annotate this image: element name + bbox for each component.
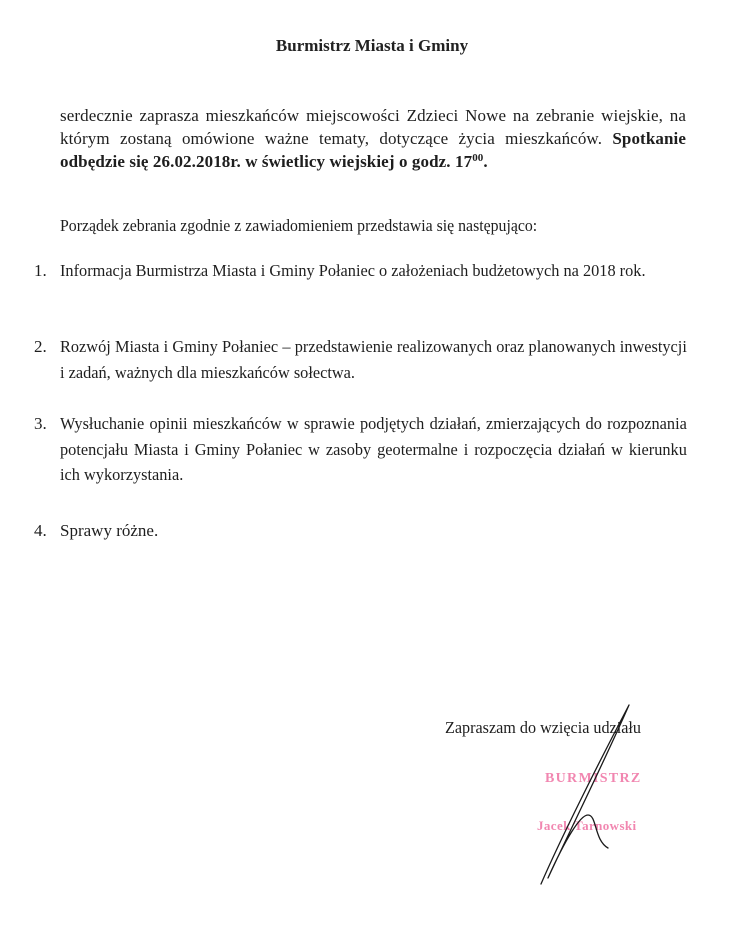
- intro-text: serdecznie zaprasza mieszkańców miejscowości Zdzieci Nowe na zebranie wiejskie, na którym zostaną omówione ważne tematy, dotyczące życia mieszkańców.: [60, 106, 686, 148]
- meeting-details-text: Spotkanie odbędzie się 26.02.2018r. w świetlicy wiejskiej o godz. 17: [60, 129, 686, 171]
- closing-line: Zapraszam do wzięcia udziału: [445, 718, 641, 737]
- agenda-intro: Porządek zebrania zgodnie z zawiadomieniem przedstawia się następująco:: [60, 216, 538, 235]
- agenda-item: [34, 258, 686, 284]
- document-title: Burmistrz Miasta i Gminy: [275, 36, 469, 55]
- agenda-item: [34, 334, 686, 385]
- agenda-item-text: Sprawy różne.: [60, 521, 159, 540]
- stamp-title: BURMISTRZ: [545, 771, 642, 786]
- agenda-item-number: 2.: [34, 337, 47, 356]
- agenda-item: [34, 411, 686, 488]
- agenda-item: [34, 518, 686, 544]
- meeting-details-end: .: [483, 152, 488, 171]
- meeting-time-minutes: 00: [472, 152, 484, 164]
- agenda-item-text: Informacja Burmistrza Miasta i Gminy Połaniec o założeniach budżetowych na 2018 rok.: [60, 261, 646, 280]
- agenda-item-text: Rozwój Miasta i Gminy Połaniec – przedstawienie realizowanych oraz planowanych inwestycji i zadań, ważnych dla mieszkańców sołectwa.: [60, 337, 687, 382]
- agenda-item-number: 1.: [34, 261, 47, 280]
- agenda-item-number: 3.: [34, 414, 47, 433]
- agenda-item-text: Wysłuchanie opinii mieszkańców w sprawie podjętych działań, zmierzających do rozpoznania potencjału Miasta i Gminy Połaniec w zasoby geotermalne i rozpoczęcia działań w kierunku ich wykorzystania.: [60, 414, 687, 484]
- intro-paragraph: [60, 104, 686, 173]
- agenda-item-number: 4.: [34, 521, 47, 540]
- stamp-name: Jacek Tarnowski: [537, 818, 637, 833]
